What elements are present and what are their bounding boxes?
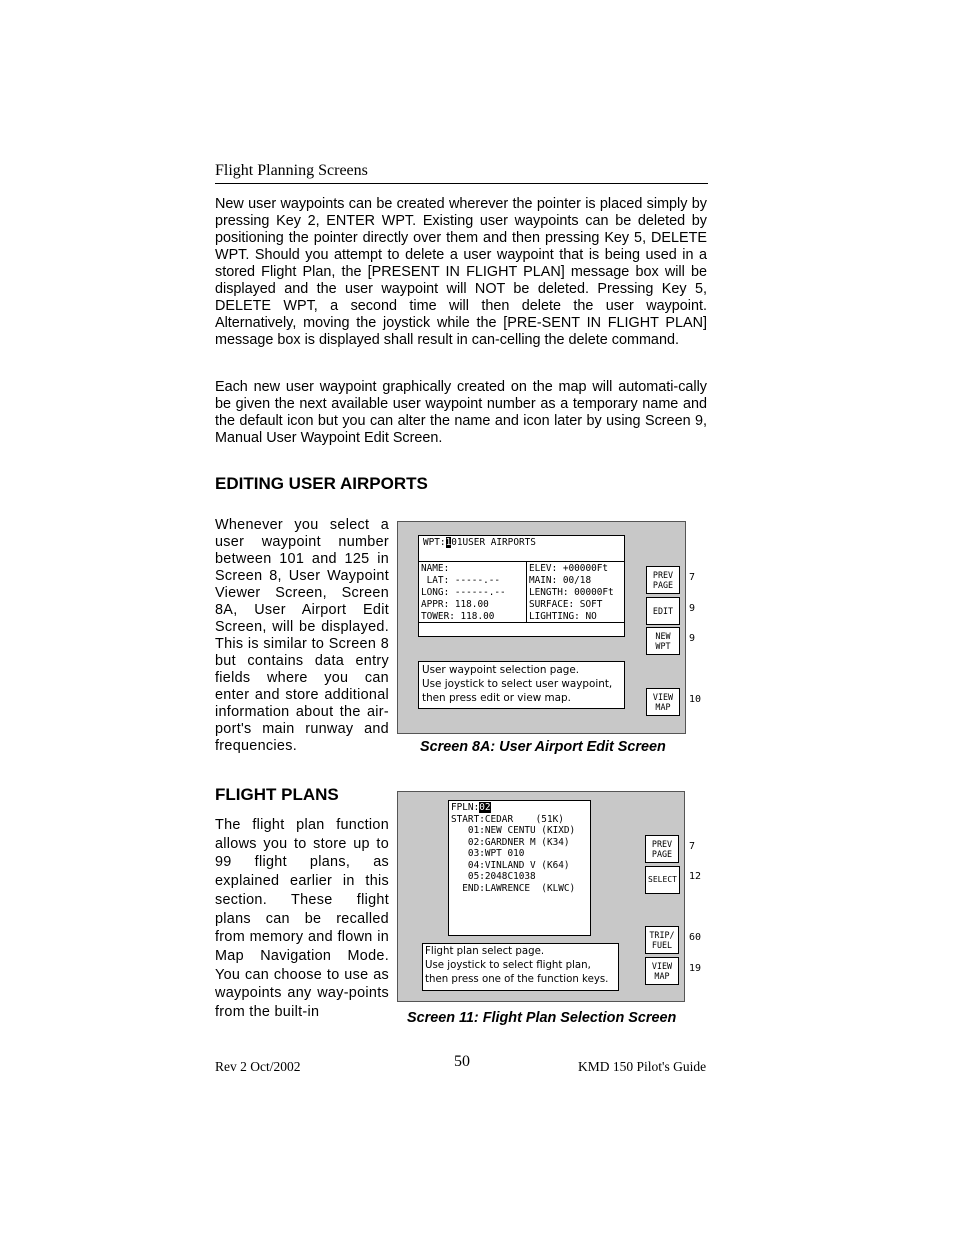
wpt-prefix: WPT: xyxy=(423,537,446,548)
message-box: User waypoint selection page. Use joystick to select user waypoint, then press edit or view map. xyxy=(418,661,625,709)
fpln-prefix: FPLN: xyxy=(451,802,480,813)
flight-plans-text: The flight plan function allows you to store up to 99 flight plans, as explained earlier in this section. These flight plans can be recalled from memory and flown in Map Navigation Mode. You can choose to use as waypoints any way-points from the built-in xyxy=(215,817,389,1021)
section-header: Flight Planning Screens xyxy=(215,162,368,179)
new-wpt-button[interactable]: NEW WPT xyxy=(646,627,680,655)
airport-data-box xyxy=(418,561,625,624)
wpt-rest: 01USER AIRPORTS xyxy=(451,537,536,548)
screen-8a-caption: Screen 8A: User Airport Edit Screen xyxy=(420,739,666,755)
key-number: 7 xyxy=(689,572,696,583)
screen-11 xyxy=(397,791,685,1002)
editing-heading: EDITING USER AIRPORTS xyxy=(215,474,428,493)
screen-8a xyxy=(397,521,686,734)
header-rule xyxy=(215,183,708,184)
page-number: 50 xyxy=(454,1053,470,1070)
airport-right-fields[interactable]: ELEV: +00000Ft MAIN: 00/18 LENGTH: 00000Ft SURFACE: SOFT LIGHTING: NO xyxy=(529,563,614,622)
select-button[interactable]: SELECT xyxy=(645,866,680,894)
key-number: 19 xyxy=(689,963,702,974)
wpt-field xyxy=(418,535,625,563)
key-number: 7 xyxy=(689,841,696,852)
footer-revision: Rev 2 Oct/2002 xyxy=(215,1059,301,1074)
message-box: Flight plan select page. Use joystick to select flight plan, then press one of the function keys. xyxy=(422,943,619,991)
edit-button[interactable]: EDIT xyxy=(646,597,680,625)
flight-plan-list[interactable] xyxy=(448,800,591,936)
paragraph-2: Each new user waypoint graphically created on the map will automati-cally be given the next available user waypoint number as a temporary name and the default icon but you can alter the name and icon later by using Screen 9, Manual User Waypoint Edit Screen. xyxy=(215,379,707,446)
key-number: 12 xyxy=(689,871,702,882)
key-number: 60 xyxy=(689,932,702,943)
blank-strip xyxy=(418,622,625,637)
flight-plan-entries[interactable]: START:CEDAR (51K) 01:NEW CENTU (KIXD) 02:GARDNER M (K34) 03:WPT 010 04:VINLAND V (K64) 05:2048C1038 END:LAWRENCE (KLWC) xyxy=(451,813,576,894)
paragraph-1: New user waypoints can be created wherever the pointer is placed simply by pressing Key 2, ENTER WPT. Existing user waypoints can be deleted by positioning the pointer directly over them and then pressing Key 5, DELETE WPT. Should you attempt to delete a user waypoint that is being used in a stored Flight Plan, the [PRESENT IN FLIGHT PLAN] message box will be displayed and the user waypoint will NOT be deleted. Pressing Key 5, DELETE WPT, a second time will then delete the user waypoint. Alternatively, moving the joystick while the [PRE-SENT IN FLIGHT PLAN] message box is displayed shall result in can-celling the delete command. xyxy=(215,196,707,348)
key-number: 9 xyxy=(689,633,696,644)
wpt-cursor[interactable]: 1 xyxy=(445,537,452,548)
airport-left-fields[interactable]: NAME: LAT: -----.-- LONG: ------.-- APPR: 118.00 TOWER: 118.00 xyxy=(421,563,506,622)
flight-plans-heading: FLIGHT PLANS xyxy=(215,785,339,804)
field-divider xyxy=(526,562,527,623)
screen-11-caption: Screen 11: Flight Plan Selection Screen xyxy=(407,1010,677,1026)
trip-fuel-button[interactable]: TRIP/ FUEL xyxy=(645,926,679,954)
key-number: 10 xyxy=(689,694,702,705)
fpln-cursor[interactable]: 02 xyxy=(479,802,491,813)
editing-text: Whenever you select a user waypoint number between 101 and 125 in Screen 8, User Waypoint Viewer Screen, Screen 8A, User Airport Edit Screen, will be displayed. This is similar to Screen 8 but contains data entry fields where you can enter and store additional information about the air-port's main runway and frequencies. xyxy=(215,517,389,754)
footer-title: KMD 150 Pilot's Guide xyxy=(578,1059,707,1074)
prev-page-button[interactable]: PREV PAGE xyxy=(645,835,679,863)
prev-page-button[interactable]: PREV PAGE xyxy=(646,566,680,594)
view-map-button[interactable]: VIEW MAP xyxy=(646,688,680,716)
view-map-button[interactable]: VIEW MAP xyxy=(645,957,679,985)
key-number: 9 xyxy=(689,603,696,614)
